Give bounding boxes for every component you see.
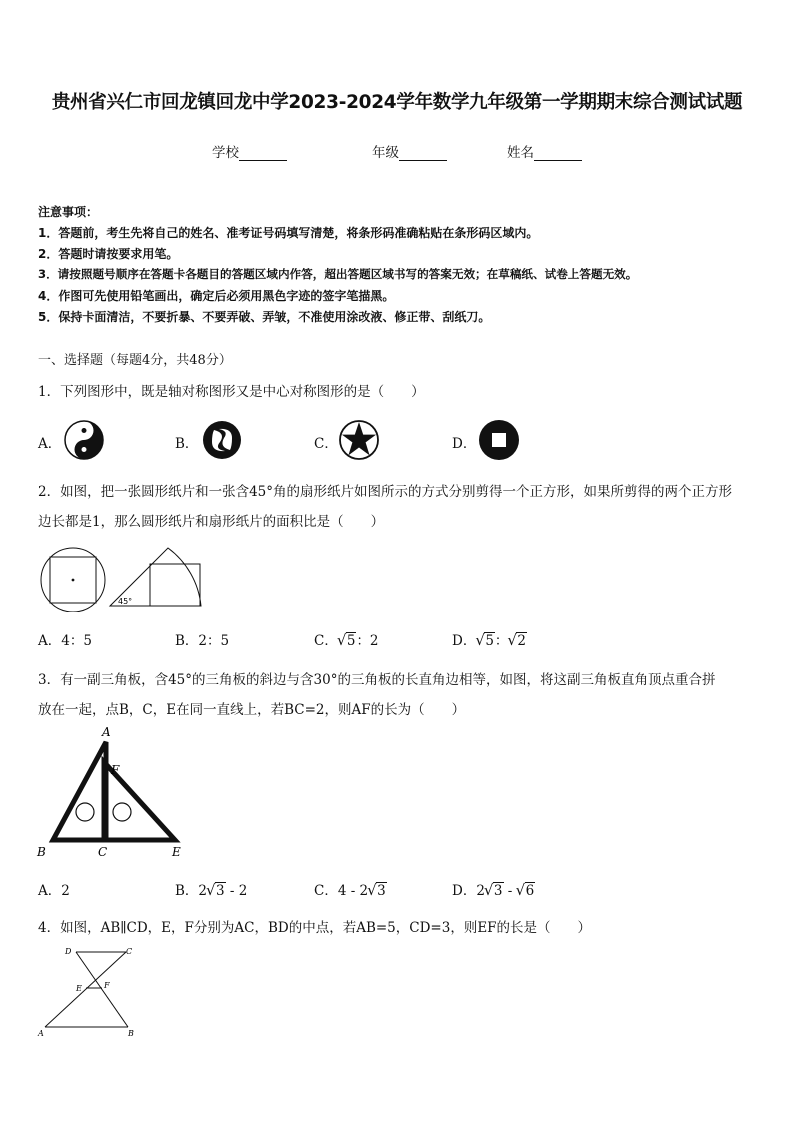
point-a-label: A xyxy=(38,1029,44,1038)
point-d-label: D xyxy=(65,947,72,956)
q2-option-c: C．√ 5：2 xyxy=(314,629,379,649)
point-f-label: F xyxy=(111,763,120,777)
q3-option-c: C．4 - 2√ 3 xyxy=(314,879,387,899)
point-f-label: F xyxy=(104,981,110,990)
grade-field xyxy=(372,141,447,161)
point-a-label: A xyxy=(102,725,111,739)
notes-heading: 注意事项： xyxy=(38,205,99,219)
sqrt-symbol: √ 6 xyxy=(517,883,536,899)
name-field xyxy=(507,141,582,161)
q3-option-b: B．2√ 3 - 2 xyxy=(175,879,247,899)
point-c-label: C xyxy=(126,947,133,956)
taiji-icon xyxy=(62,418,106,462)
note-item: 4．作图可先使用铅笔画出，确定后必须用黑色字迹的签字笔描黑。 xyxy=(38,289,395,303)
coin-icon xyxy=(477,418,521,462)
point-b-label: B xyxy=(37,845,46,859)
name-label: 姓名 xyxy=(507,145,534,161)
point-b-label: B xyxy=(128,1029,134,1038)
sqrt-symbol: √ 5 xyxy=(476,633,495,649)
point-e-label: E xyxy=(76,984,82,993)
note-item: 5．保持卡面清洁，不要折暴、不要弄破、弄皱，不准使用涂改液、修正带、刮纸刀。 xyxy=(38,310,491,324)
circle-sector-figure xyxy=(38,540,213,612)
question-3-line2: 放在一起，点B，C，E在同一直线上，若BC=2，则AF的长为（ ） xyxy=(38,702,466,718)
exam-title: 贵州省兴仁市回龙镇回龙中学2023-2024学年数学九年级第一学期期末综合测试试题 xyxy=(51,92,743,113)
point-c-label: C xyxy=(98,845,108,859)
question-2-line2: 边长都是1，那么圆形纸片和扇形纸片的面积比是（ ） xyxy=(38,514,385,530)
q1-option-c-label: C． xyxy=(314,436,338,452)
note-item: 3．请按照题号顺序在答题卡各题目的答题区域内作答，超出答题区域书写的答案无效；在草稿纸、试卷上答题无效。 xyxy=(38,267,638,281)
q3-option-a: A．2 xyxy=(38,883,70,899)
question-3-line1: 3．有一副三角板，含45°的三角板的斜边与含30°的三角板的长直角边相等，如图，将这副三角板直角顶点重合拼 xyxy=(38,672,716,688)
section-heading: 一、选择题（每题4分，共48分） xyxy=(38,353,232,368)
q1-option-b-label: B． xyxy=(175,436,199,452)
sqrt-symbol: √ 3 xyxy=(207,883,226,899)
sqrt-symbol: √ 3 xyxy=(485,883,504,899)
grade-blank xyxy=(399,146,447,161)
point-e-label: E xyxy=(172,845,181,859)
question-1-text: 1．下列图形中，既是轴对称图形又是中心对称图形的是（ ） xyxy=(38,384,425,400)
q2-option-d: D．√ 5：√ 2 xyxy=(452,629,527,649)
star-in-circle-icon xyxy=(337,418,381,462)
note-item: 2．答题时请按要求用笔。 xyxy=(38,247,179,261)
question-2-line1: 2．如图，把一张圆形纸片和一张含45°角的扇形纸片如图所示的方式分别剪得一个正方形，如果所剪得的两个正方形 xyxy=(38,484,733,500)
swirl-logo-icon xyxy=(200,418,244,462)
sqrt-symbol: √ 2 xyxy=(508,633,527,649)
school-label: 学校 xyxy=(212,145,239,161)
q3-option-d: D．2√ 3 - √ 6 xyxy=(452,879,535,899)
q1-option-d-label: D． xyxy=(452,436,477,452)
school-field xyxy=(212,141,287,161)
angle-label: 45° xyxy=(118,597,133,606)
triangle-set-figure xyxy=(35,722,190,862)
q2-option-b: B．2：5 xyxy=(175,633,230,649)
school-blank xyxy=(239,146,287,161)
sqrt-symbol: √ 5 xyxy=(338,633,357,649)
grade-label: 年级 xyxy=(372,145,399,161)
trapezoid-figure xyxy=(34,940,149,1040)
sqrt-symbol: √ 3 xyxy=(368,883,387,899)
q1-option-a-label: A． xyxy=(38,436,62,452)
q2-option-a: A．4：5 xyxy=(38,633,92,649)
question-4-text: 4．如图，AB∥CD，E，F分别为AC，BD的中点，若AB=5，CD=3，则EF的长是（ ） xyxy=(38,920,592,936)
note-item: 1．答题前，考生先将自己的姓名、准考证号码填写清楚，将条形码准确粘贴在条形码区域内。 xyxy=(38,226,539,240)
name-blank xyxy=(534,146,582,161)
